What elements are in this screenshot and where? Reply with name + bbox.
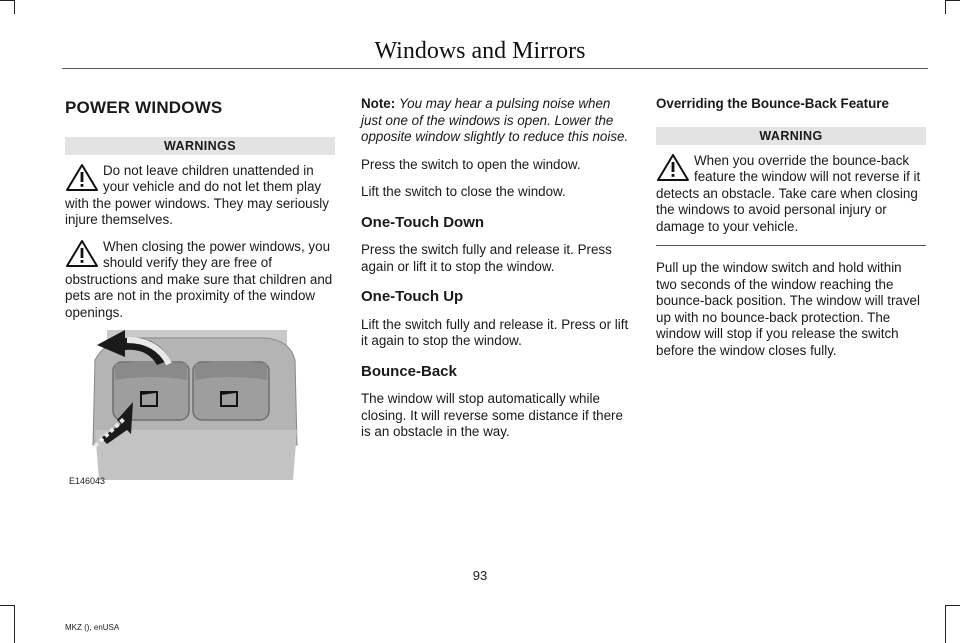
window-switch-illustration (65, 320, 335, 488)
window-switch-drawing (65, 320, 335, 488)
paragraph-open: Press the switch to open the window. (361, 156, 581, 172)
warning-divider (656, 245, 926, 246)
footer-model-code: MKZ (), enUSA (65, 623, 120, 632)
crop-mark (0, 0, 14, 1)
warnings-header: WARNINGS (65, 137, 335, 155)
note-text: You may hear a pulsing noise when just one of the windows is open. Lower the opposite window slightly to reduce this noise. (361, 96, 629, 144)
section-title: POWER WINDOWS (65, 98, 223, 117)
paragraph-override: Pull up the window switch and hold within two seconds of the window reaching the bounce-back position. The window will travel up with no bounce-back protection. The window will stop if you release the switch before the window closes fully. (656, 260, 920, 358)
note (361, 96, 631, 146)
warning-triangle-icon (65, 163, 99, 193)
warning-text: When closing the power windows, you should verify they are free of obstructions and make sure that children and pets are not in the proximity of the window openings. (65, 238, 333, 320)
warning-item (65, 163, 335, 229)
paragraph-one-touch-up: Lift the switch fully and release it. Press or lift it again to stop the window. (361, 316, 629, 348)
warning-triangle-icon (65, 239, 99, 269)
crop-mark (946, 605, 960, 606)
title-divider (62, 68, 928, 69)
warning-item (65, 239, 335, 322)
heading-one-touch-down: One-Touch Down (361, 213, 485, 231)
crop-mark (14, 0, 15, 14)
figure-code: E146043 (69, 476, 106, 486)
column-right (656, 96, 926, 370)
heading-one-touch-up: One-Touch Up (361, 288, 464, 305)
page-number: 93 (472, 568, 488, 583)
warning-triangle-icon (656, 153, 690, 183)
warning-header: WARNING (656, 127, 926, 145)
paragraph-one-touch-down: Press the switch fully and release it. Press again or lift it to stop the window. (361, 242, 612, 274)
paragraph-close: Lift the switch to close the window. (361, 184, 566, 199)
warning-item (656, 153, 926, 236)
warning-text: Do not leave children unattended in your vehicle and do not let them play with the power windows. They may seriously injure themselves. (65, 162, 329, 227)
crop-mark (0, 605, 14, 606)
heading-overriding-bounce-back: Overriding the Bounce-Back Feature (656, 96, 889, 111)
crop-mark (946, 0, 960, 1)
column-middle (361, 96, 631, 452)
heading-bounce-back: Bounce-Back (361, 362, 457, 380)
page-title: Windows and Mirrors (374, 38, 586, 64)
paragraph-bounce-back: The window will stop automatically while closing. It will reverse some distance if there is an obstacle in the way. (361, 391, 623, 439)
crop-mark (945, 605, 946, 643)
note-label: Note: (361, 96, 396, 111)
crop-mark (945, 0, 946, 14)
column-left (65, 96, 335, 346)
warning-text: When you override the bounce-back feature the window will not reverse if it detects an obstacle. Take care when closing the windows to avoid personal injury or damage to your vehicle. (656, 152, 921, 234)
crop-mark (14, 605, 15, 643)
